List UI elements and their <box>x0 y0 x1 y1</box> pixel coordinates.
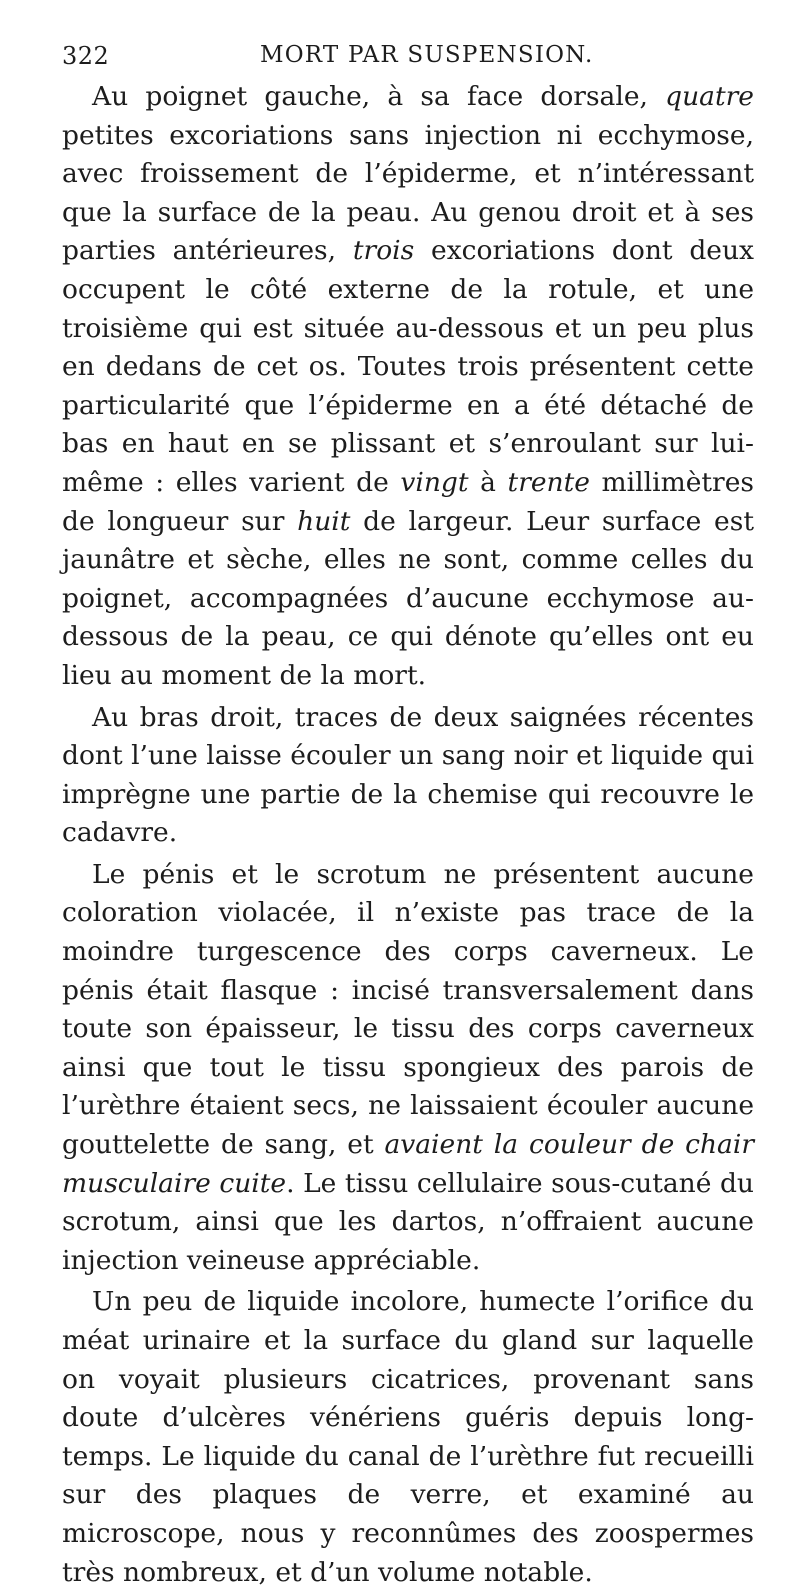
text-run: Un peu de liquide incolore, humecte l’orifice du méat urinaire et la surface du gland sur laquelle on voyait plusieurs cicatrices, provenant sans doute d’ulcères vénériens guéris depuis long-temps. Le liquide du canal de l’urèthre fut recueilli sur des plaques de verre, et examiné au microscope, nous y reconnûmes des zoospermes très nombreux, et d’un volume notable. <box>62 1286 754 1588</box>
italic-run: trois <box>352 235 415 267</box>
text-run: excoriations dont deux occupent le côté externe de la rotule, et une troisième qui est située au-dessous et un peu plus en dedans de cet os. Toutes trois présentent cette particularité que l’épiderme en a été détaché de bas en haut en se plissant et s’enroulant sur lui-même : elles varient de <box>62 235 754 498</box>
italic-run: vingt <box>400 466 469 498</box>
body-text <box>62 78 754 1592</box>
paragraph-wrist-knee-excoriations <box>62 78 754 696</box>
paragraph-urethral-fluid <box>62 1283 754 1592</box>
page-number: 322 <box>62 42 110 70</box>
italic-run: huit <box>297 505 351 537</box>
text-run: petites excoriations sans injection ni ecchymose, avec froissement de l’épiderme, et n’intéressant que la surface de la peau. Au genou droit et à ses parties antérieures, <box>62 119 754 267</box>
text-run: à <box>468 466 508 498</box>
text-run: Au bras droit, traces de deux saignées récentes dont l’une laisse écouler un sang noir et liquide qui imprègne une partie de la chemise qui recouvre le cadavre. <box>62 701 754 849</box>
paragraph-penis-scrotum <box>62 856 754 1281</box>
italic-run: avaient la couleur de chair musculaire cuite <box>62 1129 754 1199</box>
text-run: millimètres de longueur sur <box>62 466 754 537</box>
text-run: . Le tissu cellulaire sous-cutané du scrotum, ainsi que les dartos, n’offraient aucune injection veineuse appréciable. <box>62 1167 754 1276</box>
text-run: Le pénis et le scrotum ne présentent aucune coloration violacée, il n’existe pas trace de la moindre turgescence des corps caverneux. Le pénis était flasque : incisé transversalement dans toute son épaisseur, le tissu des corps caverneux ainsi que tout le tissu spongieux des parois de l’urèthre étaient secs, ne laissaient écouler aucune gouttelette de sang, et <box>62 858 754 1161</box>
italic-run: quatre <box>665 81 754 112</box>
running-head <box>62 40 752 80</box>
running-title: MORT PAR SUSPENSION. <box>260 42 594 68</box>
italic-run: trente <box>507 466 590 498</box>
paragraph-arm-bleedings <box>62 699 754 853</box>
text-run: Au poignet gauche, à sa face dorsale, <box>92 81 666 112</box>
text-run: de largeur. Leur surface est jaunâtre et sèche, elles ne sont, comme celles du poignet, accompagnées d’aucune ecchymose au-dessous de la peau, ce qui dénote qu’elles ont eu lieu au moment de la mort. <box>62 505 754 691</box>
